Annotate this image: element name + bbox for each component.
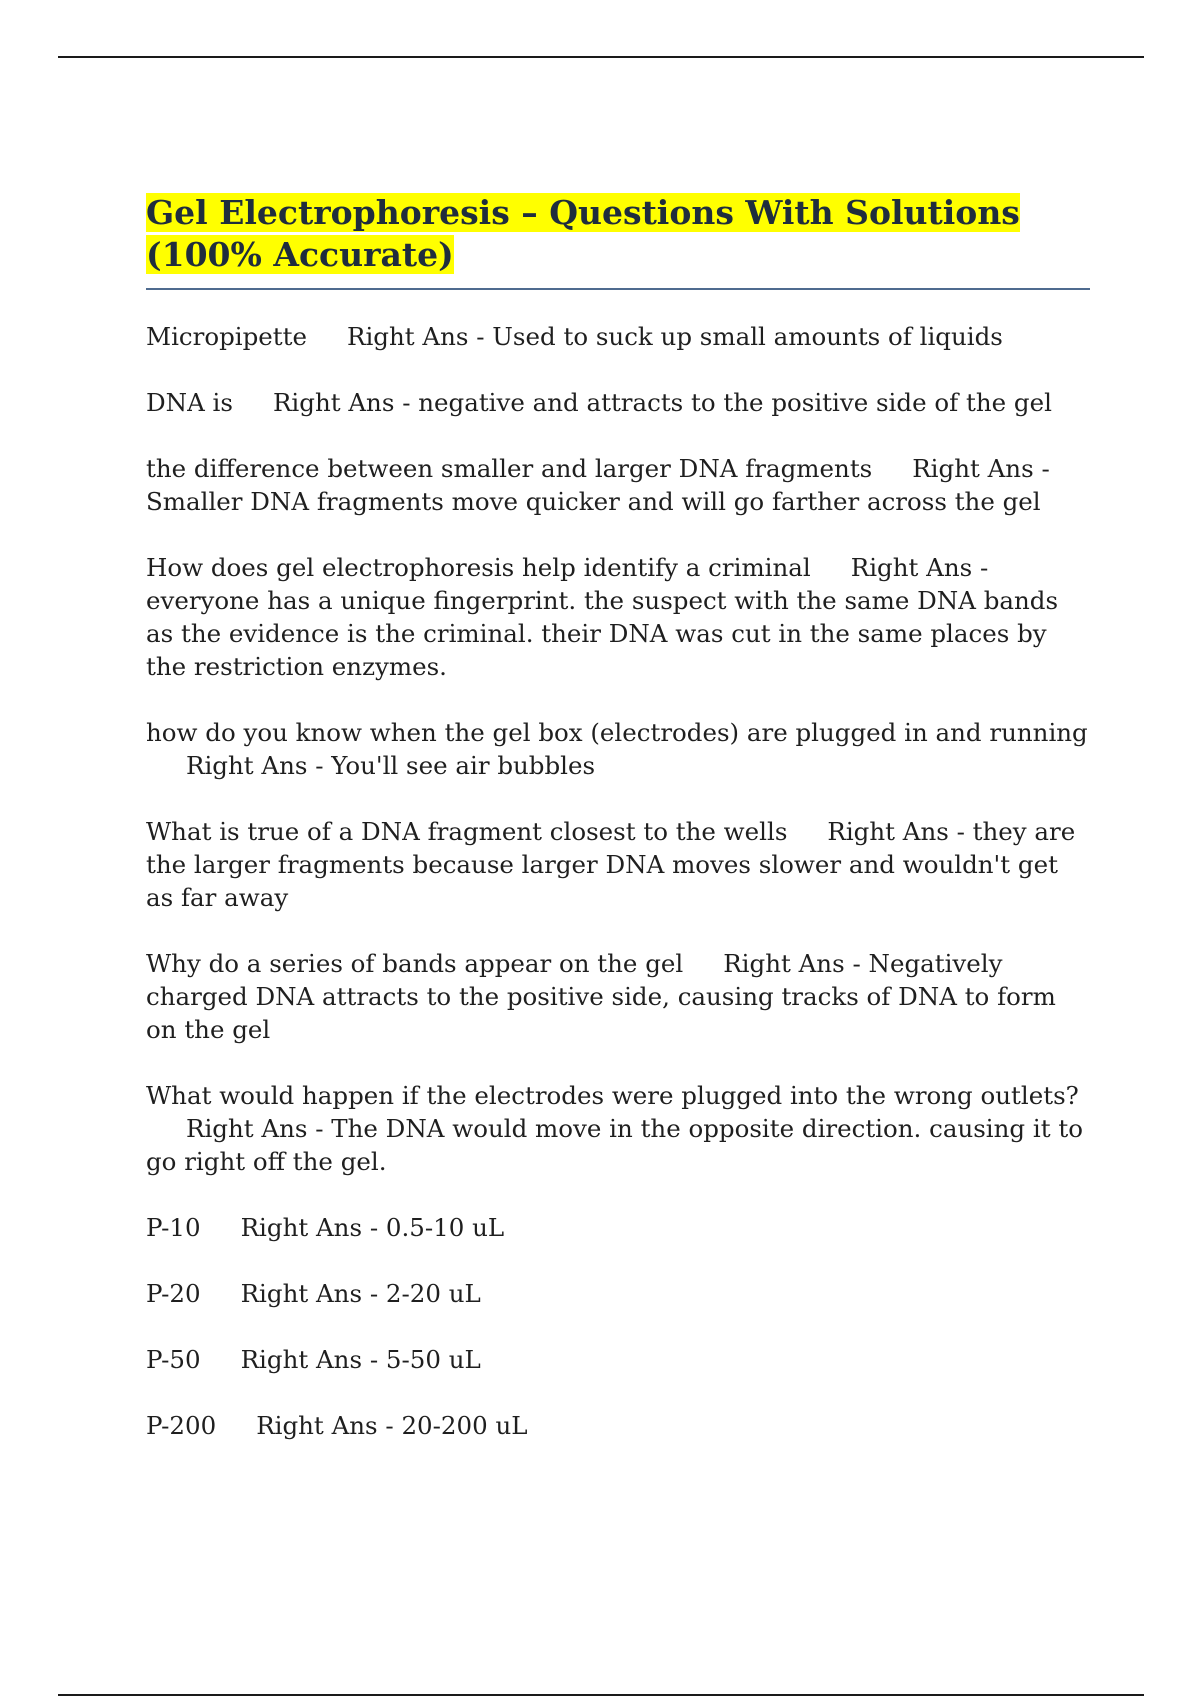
answer-text: Right Ans - Used to suck up small amounts of liquids bbox=[347, 322, 1003, 351]
question-text: P-50 bbox=[146, 1345, 201, 1374]
answer-text: Right Ans - 20-200 uL bbox=[256, 1411, 528, 1440]
header-rule bbox=[58, 56, 1144, 58]
qa-item bbox=[146, 947, 1090, 1046]
qa-item bbox=[146, 1211, 1090, 1244]
qa-item bbox=[146, 386, 1090, 419]
question-text: DNA is bbox=[146, 388, 233, 417]
answer-text: Right Ans - You'll see air bubbles bbox=[186, 751, 596, 780]
question-text: the difference between smaller and larger DNA fragments bbox=[146, 454, 873, 483]
question-text: How does gel electrophoresis help identify a criminal bbox=[146, 553, 811, 582]
qa-item bbox=[146, 1277, 1090, 1310]
document-title bbox=[146, 192, 1090, 276]
footer-rule bbox=[58, 1694, 1144, 1696]
question-text: What would happen if the electrodes were plugged into the wrong outlets? bbox=[146, 1081, 1079, 1110]
qa-item bbox=[146, 452, 1090, 518]
answer-text: Right Ans - 0.5-10 uL bbox=[240, 1213, 505, 1242]
question-text: What is true of a DNA fragment closest to the wells bbox=[146, 817, 788, 846]
answer-text: Right Ans - The DNA would move in the opposite direction. causing it to go right off the gel. bbox=[146, 1114, 1083, 1176]
answer-text: Right Ans - 5-50 uL bbox=[240, 1345, 481, 1374]
qa-item bbox=[146, 551, 1090, 683]
answer-text: Right Ans - 2-20 uL bbox=[240, 1279, 481, 1308]
qa-item bbox=[146, 1343, 1090, 1376]
document-body bbox=[146, 192, 1090, 1475]
qa-item bbox=[146, 1079, 1090, 1178]
answer-text: Right Ans - Negatively charged DNA attracts to the positive side, causing tracks of DNA to form on the gel bbox=[146, 949, 1056, 1044]
answer-text: Right Ans - everyone has a unique fingerprint. the suspect with the same DNA bands as the evidence is the criminal. their DNA was cut in the same places by the restriction enzymes. bbox=[146, 553, 1059, 681]
answer-text: Right Ans - Smaller DNA fragments move quicker and will go farther across the gel bbox=[146, 454, 1050, 516]
question-text: how do you know when the gel box (electrodes) are plugged in and running bbox=[146, 718, 1088, 747]
answer-text: Right Ans - they are the larger fragments because larger DNA moves slower and wouldn't get as far away bbox=[146, 817, 1076, 912]
qa-item bbox=[146, 320, 1090, 353]
question-text: Why do a series of bands appear on the gel bbox=[146, 949, 684, 978]
title-underline bbox=[146, 288, 1090, 290]
question-text: P-200 bbox=[146, 1411, 217, 1440]
question-text: P-10 bbox=[146, 1213, 201, 1242]
title-highlight: Gel Electrophoresis – Questions With Solutions (100% Accurate) bbox=[146, 193, 1020, 274]
question-text: P-20 bbox=[146, 1279, 201, 1308]
question-text: Micropipette bbox=[146, 322, 307, 351]
qa-item bbox=[146, 815, 1090, 914]
answer-text: Right Ans - negative and attracts to the positive side of the gel bbox=[272, 388, 1052, 417]
qa-item bbox=[146, 1409, 1090, 1442]
qa-item bbox=[146, 716, 1090, 782]
